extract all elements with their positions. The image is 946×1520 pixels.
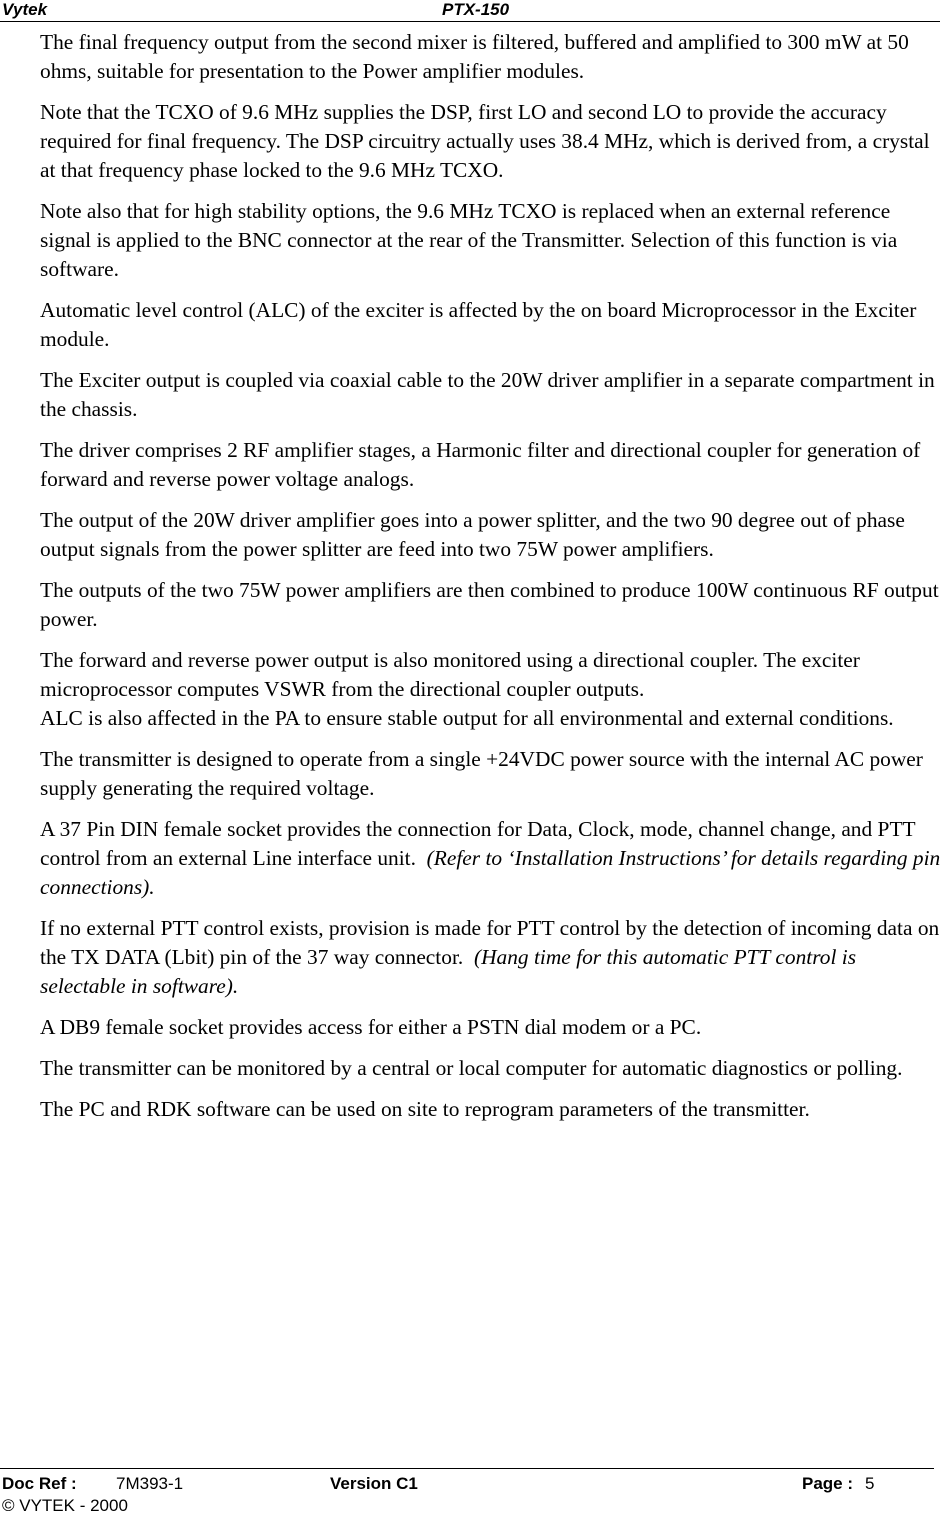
paragraph: The forward and reverse power output is also monitored using a directional coupler. The exciter microprocessor computes VSWR from the directional coupler outputs. ALC is also affected in the PA to ensure stable output for all environmental and external conditions. xyxy=(40,648,894,730)
paragraph: Note also that for high stability options, the 9.6 MHz TCXO is replaced when an external reference signal is applied to the BNC connector at the rear of the Transmitter. Selection of this function is via software. xyxy=(40,199,898,281)
page-label: Page : xyxy=(802,1474,854,1493)
page-number: 5 xyxy=(865,1474,875,1493)
paragraph: A 37 Pin DIN female socket provides the connection for Data, Clock, mode, channel change, and PTT control from an external Line interface unit. (Refer to ‘Installation Instructions’ for details regarding pin connections). xyxy=(40,817,941,899)
paragraph: The transmitter is designed to operate from a single +24VDC power source with the internal AC power supply generating the required voltage. xyxy=(40,747,923,800)
paragraph: The transmitter can be monitored by a central or local computer for automatic diagnostics or polling. xyxy=(40,1056,903,1080)
document-body xyxy=(40,28,946,1136)
version-label: Version C1 xyxy=(330,1474,418,1493)
paragraph: Automatic level control (ALC) of the exciter is affected by the on board Microprocessor in the Exciter module. xyxy=(40,298,917,351)
paragraph: If no external PTT control exists, provision is made for PTT control by the detection of incoming data on the TX DATA (Lbit) pin of the 37 way connector. (Hang time for this automatic PTT control is selectable in software). xyxy=(40,916,940,998)
italic-note: (Hang time for this automatic PTT control is selectable in software). xyxy=(40,945,857,998)
paragraph: The output of the 20W driver amplifier goes into a power splitter, and the two 90 degree out of phase output signals from the power splitter are feed into two 75W power amplifiers. xyxy=(40,508,905,561)
paragraph: A DB9 female socket provides access for either a PSTN dial modem or a PC. xyxy=(40,1015,702,1039)
doc-ref-value: 7M393-1 xyxy=(116,1474,184,1493)
company-name: Vytek xyxy=(2,0,48,19)
page-footer xyxy=(0,1468,934,1518)
paragraph: The final frequency output from the second mixer is filtered, buffered and amplified to 300 mW at 50 ohms, suitable for presentation to the Power amplifier modules. xyxy=(40,30,909,83)
model-name: PTX-150 xyxy=(442,0,510,19)
paragraph: The Exciter output is coupled via coaxial cable to the 20W driver amplifier in a separate compartment in the chassis. xyxy=(40,368,935,421)
italic-note: (Refer to ‘Installation Instructions’ for details regarding pin connections). xyxy=(40,846,941,899)
paragraph: Note that the TCXO of 9.6 MHz supplies the DSP, first LO and second LO to provide the accuracy required for final frequency. The DSP circuitry actually uses 38.4 MHz, which is derived from, a crystal at that frequency phase locked to the 9.6 MHz TCXO. xyxy=(40,100,930,182)
paragraph: The driver comprises 2 RF amplifier stages, a Harmonic filter and directional coupler for generation of forward and reverse power voltage analogs. xyxy=(40,438,921,491)
doc-ref-label: Doc Ref : xyxy=(2,1474,77,1493)
paragraph: The PC and RDK software can be used on site to reprogram parameters of the transmitter. xyxy=(40,1097,810,1121)
copyright: © VYTEK - 2000 xyxy=(2,1496,128,1515)
paragraph: The outputs of the two 75W power amplifiers are then combined to produce 100W continuous RF output power. xyxy=(40,578,939,631)
page-header xyxy=(0,0,940,22)
